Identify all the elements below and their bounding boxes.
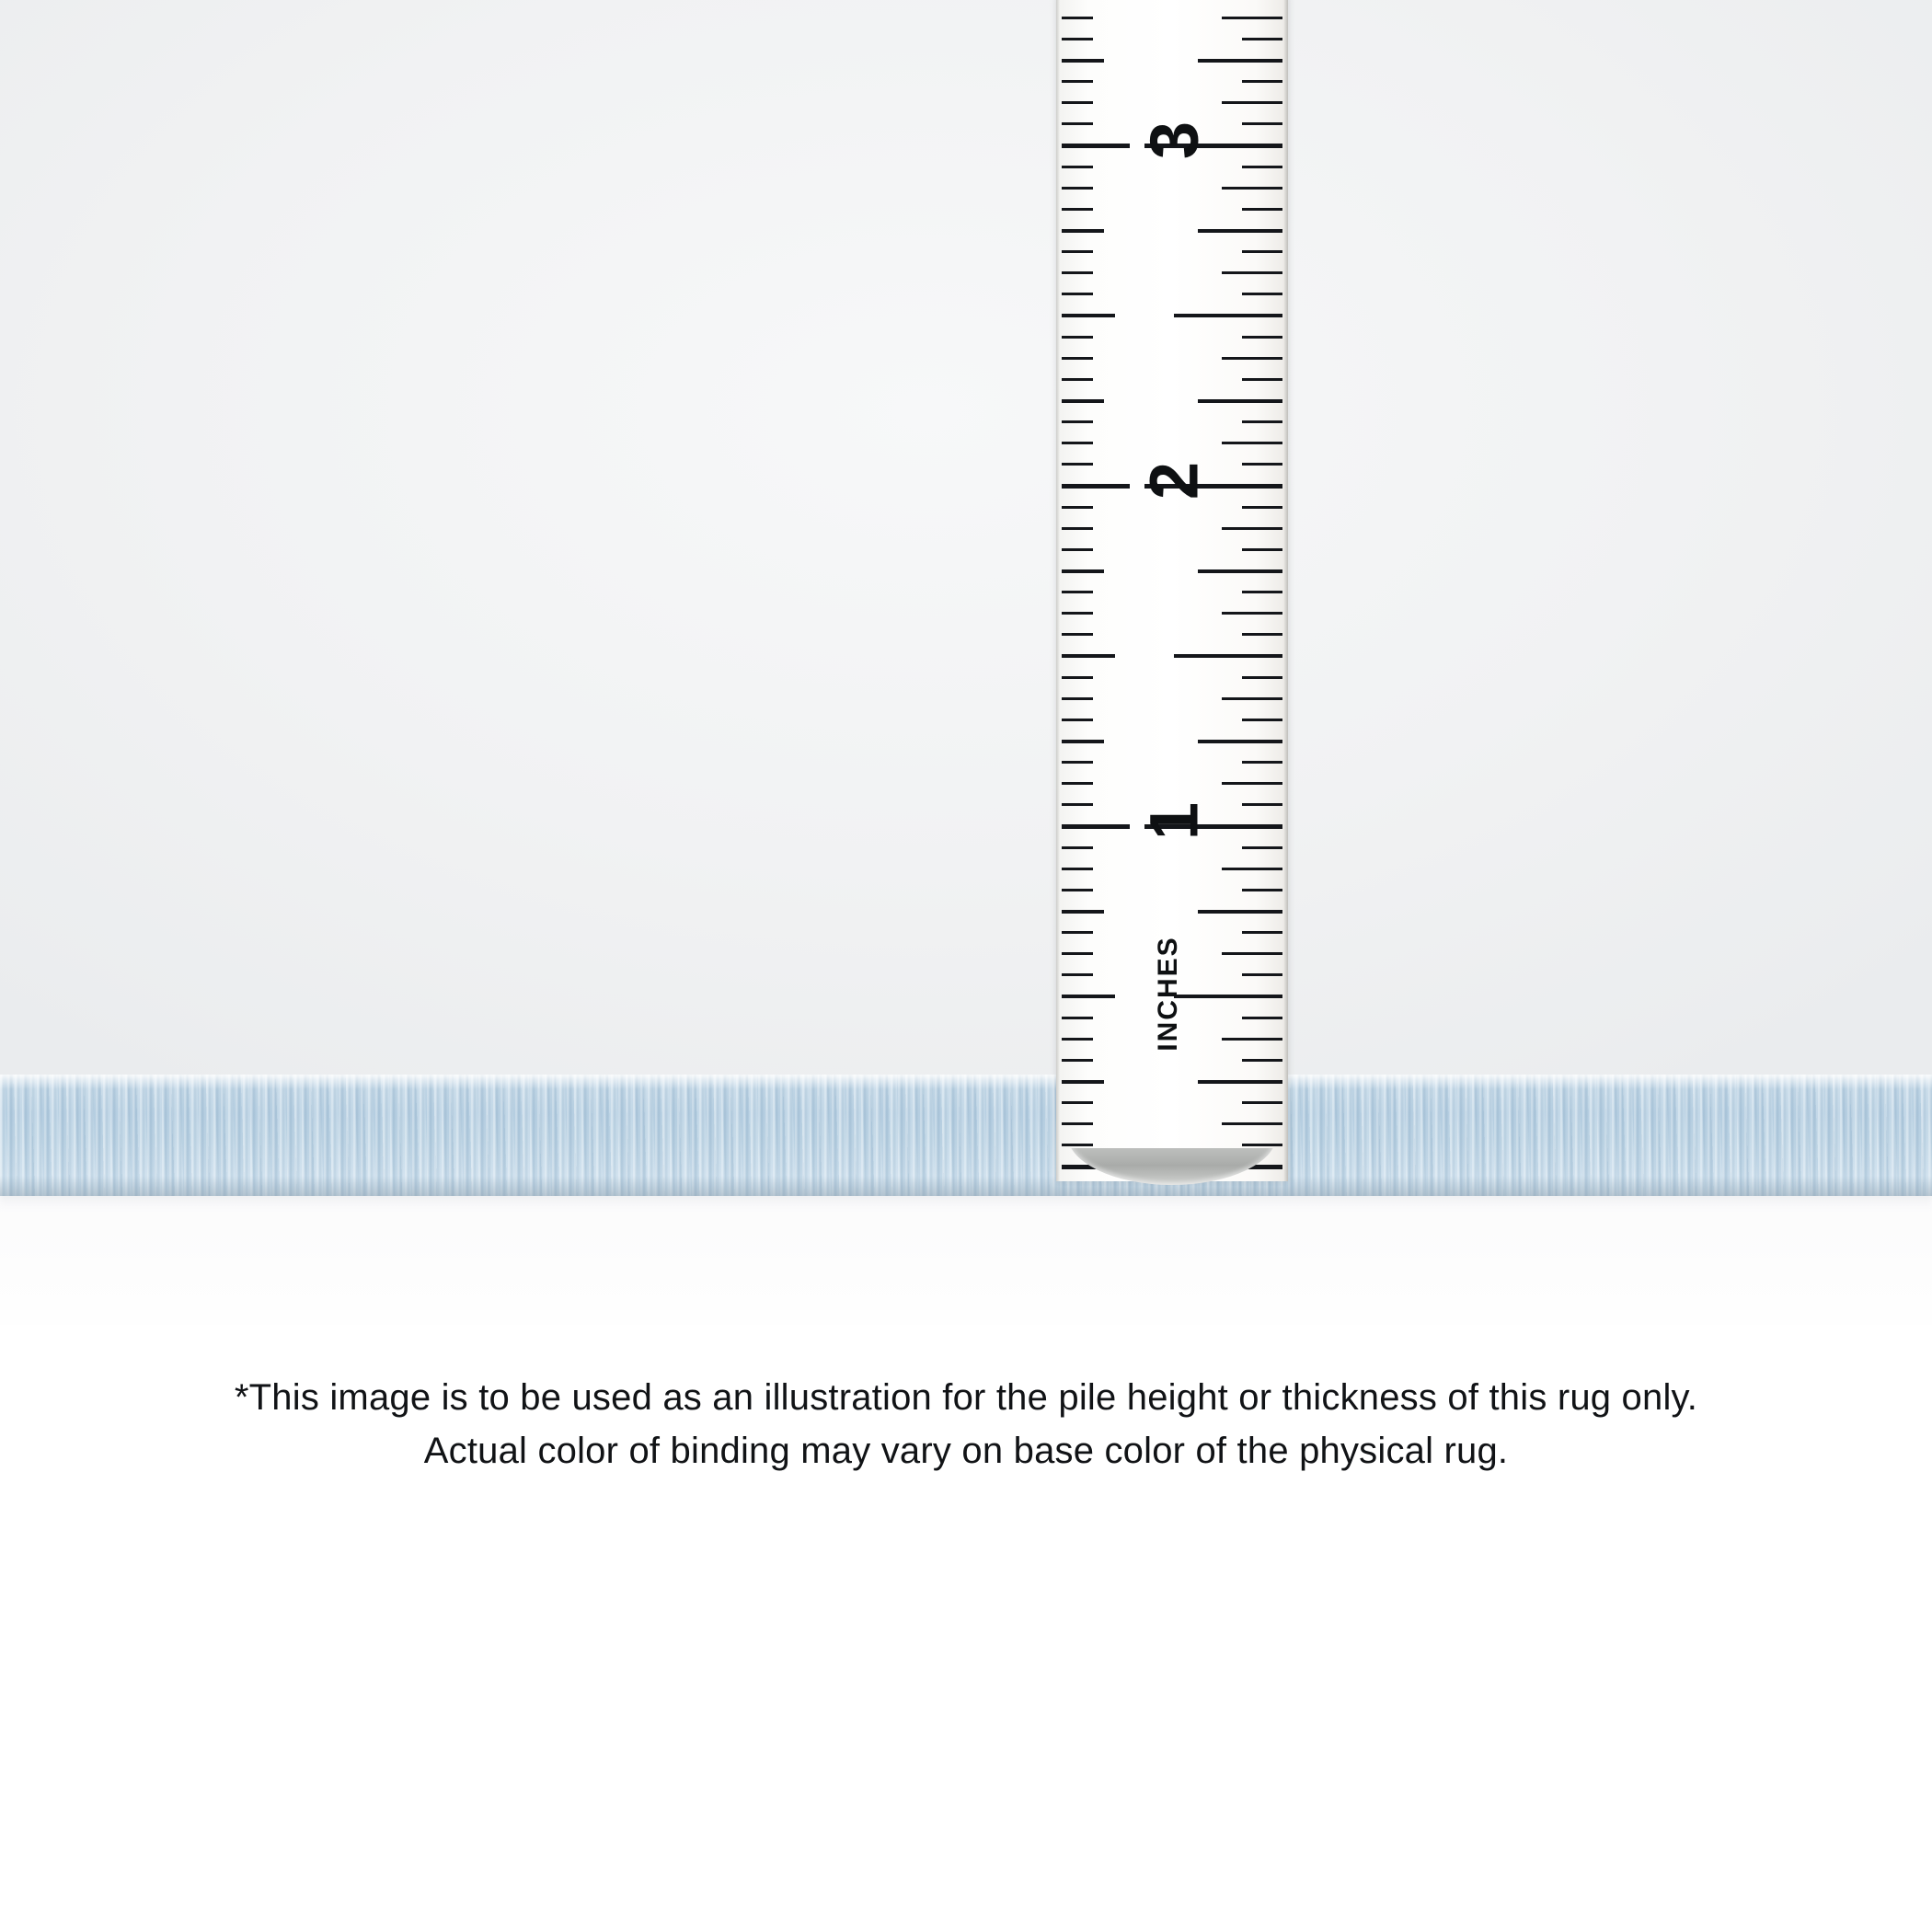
ruler-tick [1062, 633, 1093, 636]
ruler-tick [1062, 697, 1093, 700]
ruler-tick [1242, 973, 1282, 976]
ruler-tick [1062, 995, 1115, 998]
ruler-tick [1062, 1122, 1093, 1125]
ruler-tick [1062, 973, 1093, 976]
ruler-tick [1062, 484, 1130, 489]
ruler-tick [1242, 1017, 1282, 1019]
ruler-tick [1062, 80, 1093, 83]
ruler-tick [1222, 101, 1282, 104]
caption-line-1: *This image is to be used as an illustration for the pile height or thickness of this rug only. [234, 1377, 1698, 1418]
ruler-tick [1062, 719, 1093, 721]
ruler-tick [1242, 1059, 1282, 1062]
ruler-tick [1242, 846, 1282, 849]
ruler-tick [1242, 208, 1282, 211]
ruler-tick [1062, 293, 1093, 295]
ruler-tick [1062, 910, 1104, 914]
metal-tip-shape [1067, 1148, 1277, 1185]
ruler-tick [1062, 208, 1093, 211]
ruler-inch-label: 1 [1135, 801, 1213, 841]
ruler-tick [1242, 889, 1282, 891]
ruler-tick [1062, 187, 1093, 190]
ruler-tick [1222, 782, 1282, 785]
ruler-tick [1062, 569, 1104, 573]
ruler-tick [1198, 229, 1282, 233]
ruler-tick [1062, 740, 1104, 743]
ruler-tick [1062, 931, 1093, 934]
ruler-tick [1242, 1144, 1282, 1146]
ruler-tick [1242, 633, 1282, 636]
ruler-tick [1222, 612, 1282, 615]
ruler-left-edge-shading [1056, 0, 1060, 1181]
ruler-tick [1242, 803, 1282, 806]
ruler-tick [1062, 761, 1093, 764]
ruler-tick [1242, 506, 1282, 509]
ruler-tick [1242, 166, 1282, 168]
ruler-tick [1062, 1038, 1093, 1041]
floor-surface [0, 1196, 1932, 1325]
ruler-tick [1222, 1122, 1282, 1125]
ruler-tick [1242, 463, 1282, 466]
ruler-tick [1222, 868, 1282, 870]
ruler-tick [1174, 995, 1282, 998]
ruler-tick [1062, 803, 1093, 806]
ruler-tick [1062, 1059, 1093, 1062]
ruler-tick [1062, 506, 1093, 509]
ruler-inch-label: 2 [1135, 461, 1213, 500]
ruler-tick [1242, 80, 1282, 83]
ruler-tick [1222, 271, 1282, 274]
ruler-tick [1222, 527, 1282, 530]
ruler-tick [1222, 187, 1282, 190]
ruler-tick [1198, 569, 1282, 573]
ruler-tick [1222, 17, 1282, 19]
ruler-tick [1242, 591, 1282, 593]
ruler-tick [1062, 868, 1093, 870]
ruler-tick [1242, 420, 1282, 423]
ruler-tick [1174, 654, 1282, 658]
ruler-tick [1222, 952, 1282, 955]
ruler-tick [1062, 59, 1104, 63]
ruler-tick [1062, 676, 1093, 679]
ruler-tick [1062, 846, 1093, 849]
ruler-tick [1222, 357, 1282, 360]
tape-measure [1056, 0, 1288, 1181]
ruler-tick [1242, 719, 1282, 721]
rug-binding-edge [0, 1075, 1932, 1196]
ruler-tick [1222, 697, 1282, 700]
ruler-tick [1242, 1101, 1282, 1104]
ruler-tick [1062, 271, 1093, 274]
ruler-tick [1242, 378, 1282, 381]
ruler-tick [1062, 1017, 1093, 1019]
ruler-tick [1062, 144, 1130, 148]
ruler-tick [1242, 293, 1282, 295]
ruler-tick [1242, 761, 1282, 764]
ruler-tick [1062, 101, 1093, 104]
ruler-tick [1062, 952, 1093, 955]
ruler-tick [1062, 463, 1093, 466]
ruler-tick [1198, 399, 1282, 403]
ruler-right-edge-shading [1283, 0, 1288, 1181]
ruler-tick [1242, 122, 1282, 125]
ruler-tick [1062, 314, 1115, 317]
ruler-tick [1062, 548, 1093, 551]
ruler-tick [1198, 1080, 1282, 1084]
ruler-tick [1062, 229, 1104, 233]
ruler-tick [1062, 38, 1093, 40]
ruler-tick [1198, 740, 1282, 743]
ruler-tick [1062, 122, 1093, 125]
ruler-tick [1062, 378, 1093, 381]
ruler-tick [1062, 591, 1093, 593]
ruler-tick [1198, 59, 1282, 63]
ruler-tick [1062, 782, 1093, 785]
ruler-tick [1242, 336, 1282, 339]
ruler-tick [1062, 612, 1093, 615]
ruler-tick [1062, 166, 1093, 168]
tape-measure-metal-tip [1056, 1148, 1288, 1190]
rug-top-highlight [0, 1075, 1932, 1089]
ruler-tick [1062, 17, 1093, 19]
ruler-tick [1242, 676, 1282, 679]
ruler-tick [1062, 1101, 1093, 1104]
ruler-tick [1062, 357, 1093, 360]
ruler-tick [1062, 527, 1093, 530]
ruler-tick [1222, 442, 1282, 444]
ruler-tick [1242, 38, 1282, 40]
caption [0, 1371, 1932, 1478]
ruler-tick [1062, 399, 1104, 403]
ruler-tick [1242, 250, 1282, 253]
ruler-tick [1198, 910, 1282, 914]
ruler-tick [1174, 314, 1282, 317]
ruler-tick [1222, 1038, 1282, 1041]
ruler-tick [1062, 889, 1093, 891]
ruler-tick [1062, 250, 1093, 253]
ruler-tick [1242, 931, 1282, 934]
ruler-tick [1062, 420, 1093, 423]
ruler-unit-label: INCHES [1153, 936, 1183, 1052]
ruler-inch-label: 3 [1135, 121, 1213, 160]
caption-line-2: Actual color of binding may vary on base color of the physical rug. [423, 1431, 1509, 1471]
ruler-tick [1062, 336, 1093, 339]
ruler-tick [1062, 1080, 1104, 1084]
ruler-tick [1062, 824, 1130, 829]
ruler-tick [1242, 548, 1282, 551]
rug-bottom-shading [0, 1176, 1932, 1196]
ruler-tick [1062, 1144, 1093, 1146]
ruler-tick [1062, 654, 1115, 658]
ruler-tick [1062, 442, 1093, 444]
